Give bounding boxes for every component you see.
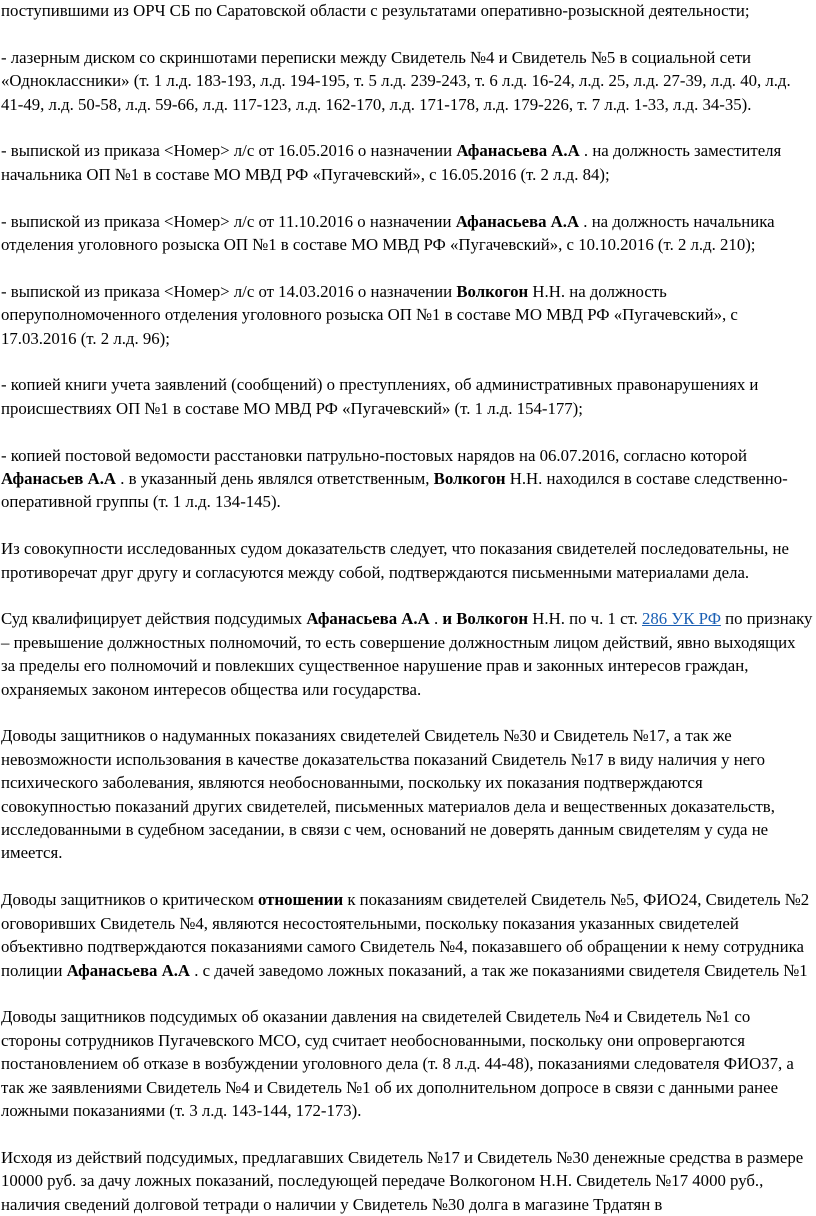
paragraph-6-text: - копией книги учета заявлений (сообщений) о преступлениях, об административных правонарушениях и происшествиях ОП №1 в составе МО МВД РФ «Пугачевский» (т. 1 л.д. 154-177); (1, 375, 759, 418)
paragraph-12 (1, 1005, 813, 1122)
paragraph-7 (1, 444, 813, 514)
paragraph-9 (1, 607, 813, 701)
paragraph-7-text-e: Н.Н. находился в составе следственно-оперативной группы (т. 1 л.д. 134-145). (1, 469, 788, 512)
paragraph-2-text: - лазерным диском со скриншотами переписки между Свидетель №4 и Свидетель №5 в социальной сети «Одноклассники» (т. 1 л.д. 183-193, л.д. 194-195, т. 5 л.д. 239-243, т. 6 л.д. 16-24, л.д. 25, л.д. 27-39, л.д. 40, л.д. 41-49, л.д. 50-58, л.д. 59-66, л.д. 117-123, л.д. 162-170, л.д. 171-178, л.д. 179-226, т. 7 л.д. 1-33, л.д. 34-35). (1, 47, 791, 114)
defendant-name: Волкогон (456, 281, 529, 301)
paragraph-7-text-a: - копией постовой ведомости расстановки патрульно-постовых нарядов на 06.07.2016, согласно которой (1, 445, 747, 465)
defendant-name: и Волкогон (442, 609, 529, 629)
defendant-name: Афанасьева А.А (455, 211, 580, 231)
paragraph-11-text-e: . с дачей заведомо ложных показаний, а так же показаниями свидетеля Свидетель №1 (190, 960, 808, 980)
paragraph-11-text-a: Доводы защитников о критическом (1, 890, 259, 910)
paragraph-9-text-f: по признаку – превышение должностных полномочий, то есть совершение должностным лицом действий, явно выходящих за пределы его полномочий и повлекших существенное нарушение прав и законных интересов граждан, охраняемых законом интересов общества или государства. (1, 609, 813, 699)
defendant-name: Афанасьева А.А (66, 960, 191, 980)
defendant-name: Афанасьева А.А (456, 141, 580, 161)
paragraph-11-text-c: к показаниям свидетелей Свидетель №5, ФИО24, Свидетель №2 оговоривших Свидетель №4, являются несостоятельными, поскольку показания указанных свидетелей объективно подтверждаются показаниями самого Свидетель №4, показавшего об обращении к нему сотрудника полиции (1, 890, 810, 980)
paragraph-4-text-c: . на должность начальника отделения уголовного розыска ОП №1 в составе МО МВД РФ «Пугачевский», с 10.10.2016 (т. 2 л.д. 210); (1, 211, 775, 255)
paragraph-6 (1, 373, 813, 420)
paragraph-3-text-c: . на должность заместителя начальника ОП №1 в составе МО МВД РФ «Пугачевский», с 16.05.2016 (т. 2 л.д. 84); (1, 141, 782, 184)
paragraph-1 (1, 0, 813, 22)
paragraph-5-text-c: Н.Н. на должность оперуполномоченного отделения уголовного розыска ОП №1 в составе МО МВД РФ «Пугачевский», с 17.03.2016 (т. 2 л.д. 96); (1, 281, 738, 348)
paragraph-4-text-a: - выпиской из приказа <Номер> л/с от 11.10.2016 о назначении (1, 211, 456, 231)
defendant-name: Афанасьев А.А (1, 469, 117, 489)
paragraph-5 (1, 280, 813, 350)
paragraph-7-text-c: . в указанный день являлся ответственным, (116, 469, 434, 489)
paragraph-1-text: поступившими из ОРЧ СБ по Саратовской области с результатами оперативно-розыскной деятельности; (1, 1, 750, 20)
paragraph-13-text: Исходя из действий подсудимых, предлагавших Свидетель №17 и Свидетель №30 денежные средства в размере 10000 руб. за дачу ложных показаний, последующей передаче Волкогоном Н.Н. Свидетель №17 4000 руб., наличия сведений долговой тетради о наличии у Свидетель №30 долга в магазине Трдатян в (1, 1147, 804, 1214)
paragraph-11 (1, 888, 813, 982)
paragraph-8-text: Из совокупности исследованных судом доказательств следует, что показания свидетелей последовательны, не противоречат друг другу и согласуются между собой, подтверждаются письменными материалами дела. (1, 539, 789, 582)
paragraph-3 (1, 139, 813, 186)
paragraph-12-text: Доводы защитников подсудимых об оказании давления на свидетелей Свидетель №4 и Свидетель №1 со стороны сотрудников Пугачевского МСО, суд считает необоснованными, поскольку они опровергаются постановлением об отказе в возбуждении уголовного дела (т. 8 л.д. 44-48), показаниями следователя ФИО37, а так же заявлениями Свидетель №4 и Свидетель №1 об их дополнительном допросе в связи с данными ранее ложными показаниями (т. 3 л.д. 143-144, 172-173). (1, 1007, 794, 1120)
law-article-link[interactable]: 286 УК РФ (642, 609, 721, 629)
defendant-name: Афанасьева А.А (306, 609, 430, 629)
paragraph-10-text: Доводы защитников о надуманных показаниях свидетелей Свидетель №30 и Свидетель №17, а так же невозможности использования в качестве доказательства показаний Свидетель №17 в виду наличия у него психического заболевания, являются необоснованными, поскольку их показания подтверждаются совокупностью показаний других свидетелей, письменных материалов дела и вещественных доказательств, исследованными в судебном заседании, в связи с чем, оснований не доверять данным свидетелям у суда не имеется. (1, 726, 775, 863)
paragraph-9-text-a: Суд квалифицирует действия подсудимых (1, 609, 307, 629)
paragraph-10 (1, 724, 813, 864)
paragraph-5-text-a: - выпиской из приказа <Номер> л/с от 14.03.2016 о назначении (1, 281, 457, 301)
bold-term: отношении (258, 890, 344, 910)
paragraph-9-text-c: . (429, 609, 443, 629)
paragraph-13 (1, 1146, 813, 1216)
paragraph-2 (1, 46, 813, 116)
paragraph-3-text-a: - выпиской из приказа <Номер> л/с от 16.05.2016 о назначении (1, 141, 457, 161)
defendant-name: Волкогон (433, 469, 506, 489)
paragraph-9-text-e: Н.Н. по ч. 1 ст. (528, 609, 643, 629)
paragraph-4 (1, 210, 813, 257)
paragraph-8 (1, 537, 813, 584)
